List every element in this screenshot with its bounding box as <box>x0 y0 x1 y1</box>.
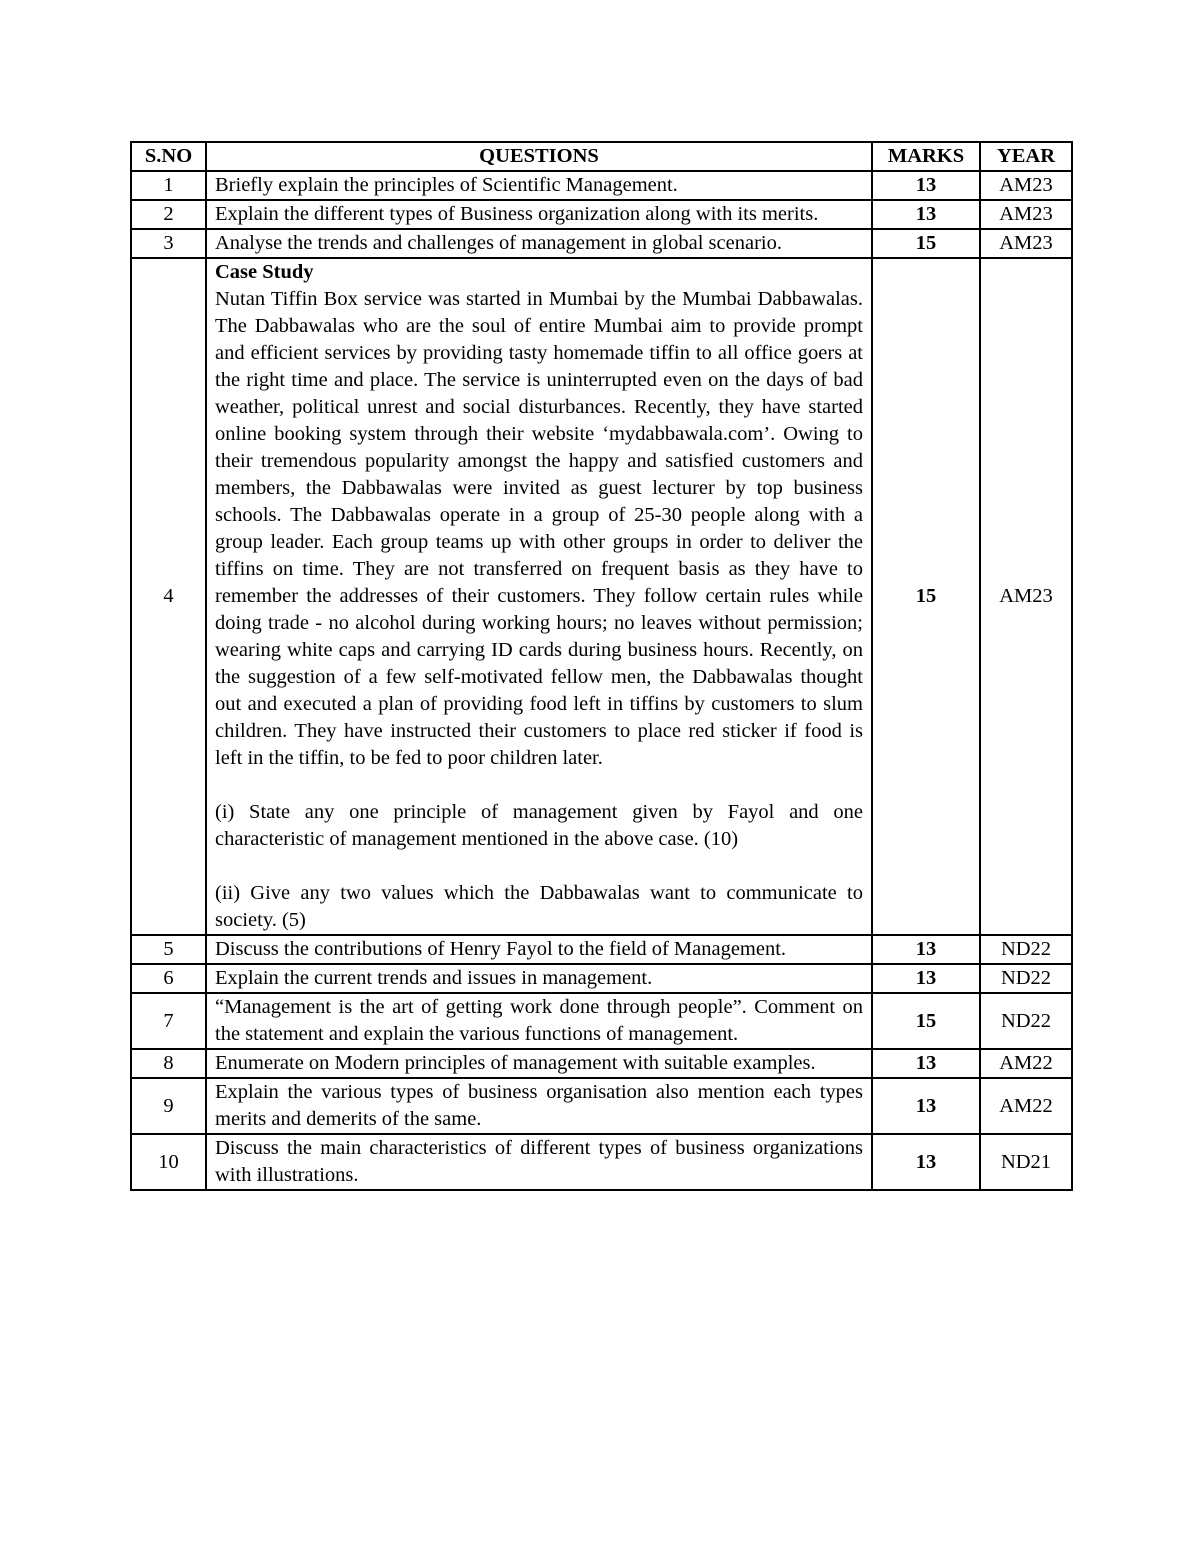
year-cell: AM22 <box>980 1049 1072 1078</box>
table-row <box>131 1078 1072 1134</box>
year-cell: ND22 <box>980 935 1072 964</box>
table-row <box>131 964 1072 993</box>
header-marks: MARKS <box>872 142 980 171</box>
sno-cell: 6 <box>131 964 206 993</box>
table-row <box>131 200 1072 229</box>
year-cell: AM23 <box>980 200 1072 229</box>
sno-cell: 1 <box>131 171 206 200</box>
case-study-text: Nutan Tiffin Box service was started in Mumbai by the Mumbai Dabbawalas. The Dabbawalas who are the soul of entire Mumbai aim to provide prompt and efficient services by providing tasty homemade tiffin to all office goers at the right time and place. The service is uninterrupted even on the days of bad weather, political unrest and social disturbances. Recently, they have started online booking system through their website ‘mydabbawala.com’. Owing to their tremendous popularity amongst the happy and satisfied customers and members, the Dabbawalas were invited as guest lecturer by top business schools. The Dabbawalas operate in a group of 25-30 people along with a group leader. Each group teams up with other groups in order to deliver the tiffins on time. They are not transferred on frequent basis as they have to remember the addresses of their customers. They follow certain rules while doing trade - no alcohol during working hours; no leaves without permission; wearing white caps and carrying ID cards during business hours. Recently, on the suggestion of a few self-motivated fellow men, the Dabbawalas thought out and executed a plan of providing food left in tiffins by customers to slum children. They have instructed their customers to place red sticker if food is left in the tiffin, to be fed to poor children later. <box>215 288 863 769</box>
case-question-i: (i) State any one principle of management given by Fayol and one characteristic of management mentioned in the above case. (10) <box>215 801 863 850</box>
year-cell: ND22 <box>980 964 1072 993</box>
table-row <box>131 171 1072 200</box>
question-cell: “Management is the art of getting work done through people”. Comment on the statement and explain the various functions of management. <box>206 993 872 1049</box>
question-cell: Enumerate on Modern principles of management with suitable examples. <box>206 1049 872 1078</box>
year-cell: ND22 <box>980 993 1072 1049</box>
header-year: YEAR <box>980 142 1072 171</box>
year-cell: AM23 <box>980 258 1072 935</box>
sno-cell: 5 <box>131 935 206 964</box>
marks-cell: 13 <box>872 200 980 229</box>
table-row-case-study <box>131 258 1072 935</box>
year-cell: AM23 <box>980 229 1072 258</box>
marks-cell: 13 <box>872 1078 980 1134</box>
marks-cell: 15 <box>872 229 980 258</box>
marks-cell: 15 <box>872 993 980 1049</box>
case-study-title: Case Study <box>215 261 314 283</box>
question-cell: Discuss the main characteristics of different types of business organizations with illustrations. <box>206 1134 872 1190</box>
question-cell: Explain the current trends and issues in management. <box>206 964 872 993</box>
question-cell: Briefly explain the principles of Scientific Management. <box>206 171 872 200</box>
spacer <box>215 853 863 880</box>
case-question-ii: (ii) Give any two values which the Dabbawalas want to communicate to society. (5) <box>215 882 863 931</box>
marks-cell: 13 <box>872 171 980 200</box>
sno-cell: 10 <box>131 1134 206 1190</box>
sno-cell: 9 <box>131 1078 206 1134</box>
sno-cell: 8 <box>131 1049 206 1078</box>
sno-cell: 3 <box>131 229 206 258</box>
marks-cell: 15 <box>872 258 980 935</box>
table-row <box>131 993 1072 1049</box>
sno-cell: 7 <box>131 993 206 1049</box>
marks-cell: 13 <box>872 964 980 993</box>
table-row <box>131 229 1072 258</box>
table-row <box>131 1134 1072 1190</box>
year-cell: AM22 <box>980 1078 1072 1134</box>
question-cell: Explain the different types of Business organization along with its merits. <box>206 200 872 229</box>
sno-cell: 4 <box>131 258 206 935</box>
marks-cell: 13 <box>872 935 980 964</box>
sno-cell: 2 <box>131 200 206 229</box>
header-questions: QUESTIONS <box>206 142 872 171</box>
questions-table <box>130 141 1073 1191</box>
spacer <box>215 772 863 799</box>
table-row <box>131 935 1072 964</box>
header-sno: S.NO <box>131 142 206 171</box>
table-row <box>131 1049 1072 1078</box>
question-cell: Analyse the trends and challenges of management in global scenario. <box>206 229 872 258</box>
marks-cell: 13 <box>872 1134 980 1190</box>
table-header-row <box>131 142 1072 171</box>
year-cell: ND21 <box>980 1134 1072 1190</box>
question-cell: Explain the various types of business organisation also mention each types merits and demerits of the same. <box>206 1078 872 1134</box>
case-study-cell <box>206 258 872 935</box>
marks-cell: 13 <box>872 1049 980 1078</box>
year-cell: AM23 <box>980 171 1072 200</box>
question-cell: Discuss the contributions of Henry Fayol to the field of Management. <box>206 935 872 964</box>
